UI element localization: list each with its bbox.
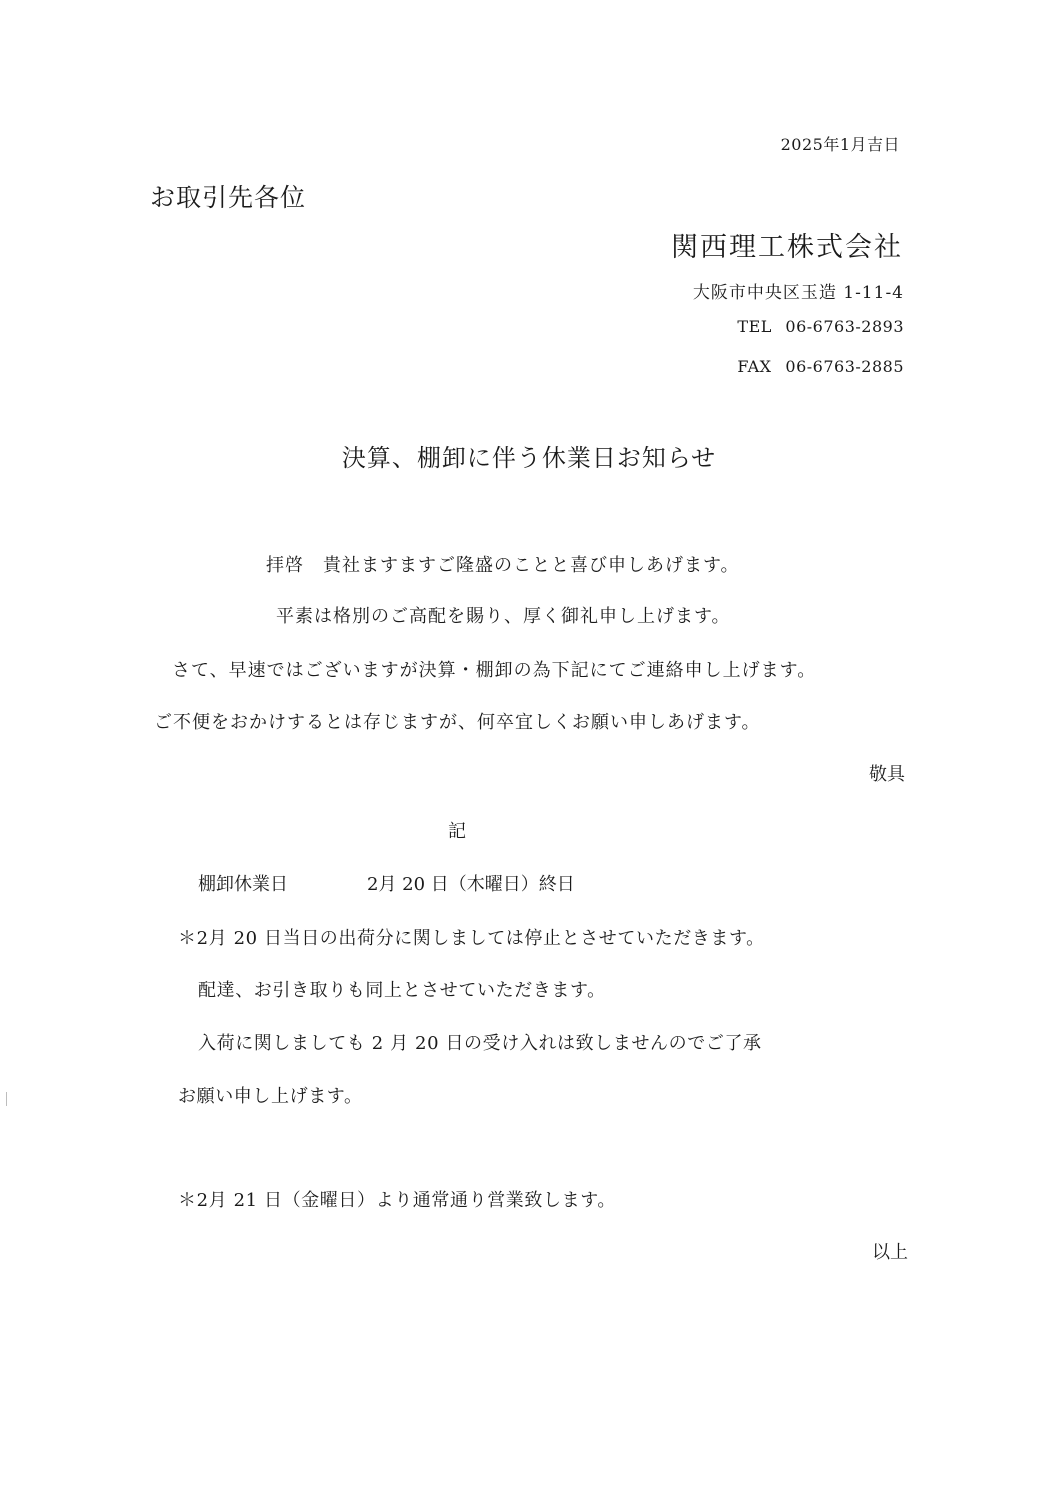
inventory-holiday-date: 2月 20 日（木曜日）終日: [367, 874, 575, 895]
ki-heading: 記: [448, 821, 466, 842]
inventory-holiday-label: 棚卸休業日: [198, 874, 288, 895]
recipient: お取引先各位: [150, 183, 307, 212]
fax-label: FAX: [737, 357, 772, 376]
tel-label: TEL: [737, 317, 772, 336]
tel-number: 06-6763-2893: [785, 317, 904, 336]
scan-edge-mark: [6, 1092, 7, 1106]
note-receiving-cont: お願い申し上げます。: [178, 1086, 363, 1107]
sender-tel: [737, 317, 904, 336]
sender-company: 関西理工株式会社: [671, 232, 903, 263]
closing-keigu: 敬具: [869, 764, 905, 785]
note-receiving: 入荷に関しましても 2 月 20 日の受け入れは致しませんのでご了承: [198, 1033, 762, 1054]
fax-number: 06-6763-2885: [785, 357, 904, 376]
notice-title: 決算、棚卸に伴う休業日お知らせ: [341, 444, 717, 472]
body-line-apology: ご不便をおかけするとは存じますが、何卒宜しくお願い申しあげます。: [154, 712, 761, 733]
body-line-announcement: さて、早速ではございますが決算・棚卸の為下記にてご連絡申し上げます。: [172, 660, 817, 681]
letter-date: 2025年1月吉日: [780, 135, 900, 154]
body-line-thanks: 平素は格別のご高配を賜り、厚く御礼申し上げます。: [276, 606, 731, 627]
body-line-greeting: 拝啓 貴社ますますご隆盛のことと喜び申しあげます。: [266, 555, 740, 576]
note-shipping-stop: ＊2月 20 日当日の出荷分に関しましては停止とさせていただきます。: [178, 928, 765, 949]
end-ijou: 以上: [872, 1242, 908, 1263]
note-resume: ＊2月 21 日（金曜日）より通常通り営業致します。: [178, 1190, 616, 1211]
note-delivery: 配達、お引き取りも同上とさせていただきます。: [198, 980, 606, 1001]
sender-fax: [737, 357, 904, 376]
sender-address: 大阪市中央区玉造 1-11-4: [692, 283, 904, 303]
